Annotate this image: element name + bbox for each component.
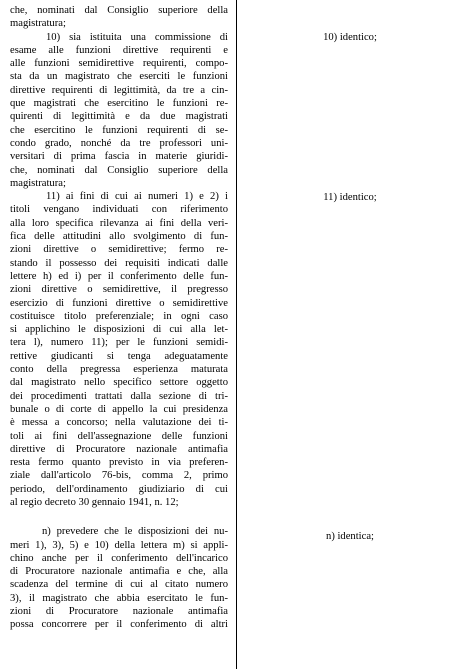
text-line: al regio decreto 30 gennaio 1941, n. 12; xyxy=(10,496,179,508)
text-line: possa concorrere per il conferimento di altri xyxy=(10,619,228,631)
text-line: dal magistrato nello specifico settore oggetto xyxy=(10,377,228,389)
text-line: zioni direttive o semidirettive, il pregresso xyxy=(10,284,228,296)
right-item: 10) identico; xyxy=(323,32,377,43)
text-line: ziale dall'articolo 76-bis, comma 2, primo xyxy=(10,470,228,482)
text-line: lettere h) ed i) per il conferimento delle fun- xyxy=(10,270,228,282)
text-line: stando il possesso dei requisiti indicati dalle xyxy=(10,257,228,269)
text-line: che, nominati dal Consiglio superiore della xyxy=(10,5,228,16)
text-line: chino anche per il conferimento dell'incarico xyxy=(10,552,228,564)
text-line: alle funzioni semidirettive requirenti, compo- xyxy=(10,58,228,70)
text-line: direttive di Procuratore nazionale antimafia xyxy=(10,443,228,455)
text-line: rettive giudicanti si tenga adeguatamente xyxy=(10,350,228,362)
text-line: conto della pregressa esperienza maturata xyxy=(10,364,228,376)
text-line: dei procedimenti trattati dalla sezione di tri- xyxy=(10,390,228,402)
right-item: 11) identico; xyxy=(323,192,377,203)
text-line: toli ai fini dell'assegnazione delle funzioni xyxy=(10,430,228,442)
text-line: titoli vengano individuati con riferimento xyxy=(10,204,228,216)
text-line: scadenza del termine di cui al citato numero xyxy=(10,579,228,591)
text-line: 10) sia istituita una commissione di xyxy=(46,31,228,43)
text-line: bunale o di corte di appello la cui presidenza xyxy=(10,403,228,415)
text-line: alla loro specifica rilevanza ai fini della veri- xyxy=(10,217,228,229)
text-line: esame alle funzioni direttive requirenti e xyxy=(10,44,228,56)
text-line: tera l), numero 11); per le funzioni semidi- xyxy=(10,337,228,349)
text-line: costituisce titolo preferenziale; in ogni caso xyxy=(10,310,228,322)
text-line: è messa a concorso; nella valutazione dei ti- xyxy=(10,417,228,429)
right-item: n) identica; xyxy=(326,531,374,542)
left-column xyxy=(10,4,228,632)
text-line: que magistrati che esercitino le funzioni re- xyxy=(10,98,228,110)
text-line: sta da un magistrato che eserciti le funzioni xyxy=(10,71,228,83)
text-line: versitari di prima fascia in materie giuridi- xyxy=(10,151,228,163)
text-line: n) prevedere che le disposizioni dei nu- xyxy=(42,526,228,538)
text-line: direttive requirenti di legittimità, da tre a cin- xyxy=(10,84,228,96)
text-line: condo grado, nonché da tre professori uni- xyxy=(10,137,228,149)
text-line: 3), il magistrato che abbia esercitato le fun- xyxy=(10,592,228,604)
text-line: fica delle attitudini allo svolgimento di fun- xyxy=(10,231,228,243)
text-line: che esercitino le funzioni requirenti di se- xyxy=(10,124,228,136)
text-line: resta fermo quanto previsto in via preferen- xyxy=(10,457,228,469)
text-line: 11) ai fini di cui ai numeri 1) e 2) i xyxy=(46,191,228,203)
text-line: magistratura; xyxy=(10,18,66,30)
text-line: esercizio di funzioni direttive o semidirettive xyxy=(10,297,228,309)
text-line: magistratura; xyxy=(10,177,66,189)
text-line: zioni di Procuratore nazionale antimafia xyxy=(10,606,228,618)
text-line: che, nominati dal Consiglio superiore della xyxy=(10,164,228,176)
text-line: periodo, dell'ordinamento giudiziario di cui xyxy=(10,483,228,495)
text-line: si applichino le disposizioni di cui alla let- xyxy=(10,324,228,336)
text-line: di Procuratore nazionale antimafia e che, alla xyxy=(10,566,228,578)
column-divider xyxy=(236,0,237,669)
text-line: zioni direttive o semidirettive; fermo re- xyxy=(10,244,228,256)
text-line: quirenti di legittimità e da due magistrati xyxy=(10,111,228,123)
text-line: meri 1), 3), 5) e 10) della lettera m) si appli- xyxy=(10,539,228,551)
